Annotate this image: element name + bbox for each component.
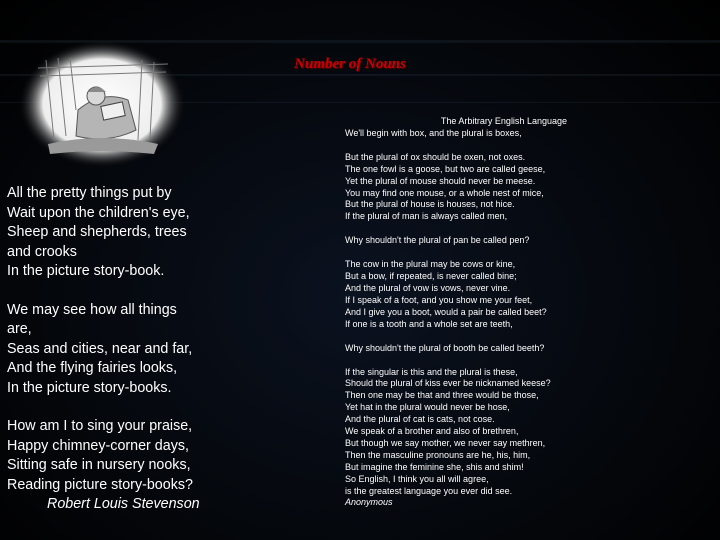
left-poem-stanza <box>7 184 232 282</box>
child-reading-illustration-icon <box>18 40 186 168</box>
left-poem-author: Robert Louis Stevenson <box>47 496 200 512</box>
poem-line: The one fowl is a goose, but two are called geese, <box>345 163 546 174</box>
poem-line: are, <box>7 321 32 337</box>
left-poem-stanza <box>7 417 232 495</box>
poem-line: But a bow, if repeated, is never called bine; <box>345 271 517 282</box>
poem-line: Yet hat in the plural would never be hose, <box>345 402 510 413</box>
poem-line: Wait upon the children's eye, <box>7 204 190 221</box>
poem-line: And I give you a boot, would a pair be called beet? <box>345 306 547 317</box>
poem-line: But though we say mother, we never say methren, <box>345 437 546 448</box>
poem-line: Should the plural of kiss ever be nicknamed keese? <box>345 378 551 389</box>
poem-line: In the picture story-books. <box>7 379 172 396</box>
right-poem-stanza <box>345 235 585 247</box>
right-poem-heading: The Arbitrary English Language <box>440 116 567 126</box>
poem-line: and crooks <box>7 243 77 260</box>
poem-line: We'll begin with box, and the plural is boxes, <box>345 127 522 138</box>
poem-line: is the greatest language you ever did see. <box>345 485 513 496</box>
right-poem-stanza <box>345 128 585 140</box>
poem-line: How am I to sing your praise, <box>7 418 193 434</box>
poem-line: We speak of a brother and also of brethren, <box>345 426 519 437</box>
poem-line: Why shouldn't the plural of booth be called beeth? <box>345 342 545 353</box>
left-poem <box>7 184 232 515</box>
poem-line: If the plural of man is always called men, <box>345 211 508 222</box>
right-poem-stanza <box>345 343 585 355</box>
poem-line: Yet the plural of mouse should never be meese. <box>345 175 536 186</box>
poem-line: If I speak of a foot, and you show me your feet, <box>345 294 533 305</box>
poem-line: If the singular is this and the plural is these, <box>345 366 518 377</box>
poem-line: And the plural of cat is cats, not cose. <box>345 414 495 425</box>
poem-line: Then the masculine pronouns are he, his, him, <box>345 449 531 460</box>
poem-line: But the plural of ox should be oxen, not oxes. <box>345 151 526 162</box>
poem-line: Sheep and shepherds, trees <box>7 224 187 240</box>
poem-line: But imagine the feminine she, shis and shim! <box>345 461 524 472</box>
poem-line: If one is a tooth and a whole set are teeth, <box>345 318 513 329</box>
poem-line: But the plural of house is houses, not hice. <box>345 199 515 210</box>
poem-line: Seas and cities, near and far, <box>7 340 193 357</box>
right-poem-stanza <box>345 259 585 330</box>
poem-line: And the plural of vow is vows, never vine. <box>345 282 511 293</box>
poem-line: Sitting safe in nursery nooks, <box>7 457 191 473</box>
poem-line: All the pretty things put by <box>7 185 172 201</box>
right-poem <box>345 116 585 509</box>
poem-line: Reading picture story-books? <box>7 476 193 493</box>
poem-line: Why shouldn't the plural of pan be called pen? <box>345 235 530 246</box>
poem-line: The cow in the plural may be cows or kine, <box>345 259 516 270</box>
poem-line: So English, I think you all will agree, <box>345 473 489 484</box>
poem-line: We may see how all things <box>7 301 177 318</box>
poem-line: Then one may be that and three would be those, <box>345 390 539 401</box>
poem-line: You may find one mouse, or a whole nest of mice, <box>345 187 544 198</box>
left-poem-stanza <box>7 301 232 399</box>
poem-line: Happy chimney-corner days, <box>7 437 189 454</box>
poem-line: In the picture story-book. <box>7 263 165 279</box>
right-poem-author: Anonymous <box>345 497 393 508</box>
right-poem-stanza <box>345 367 585 498</box>
slide-title: Number of Nouns <box>294 56 406 72</box>
right-poem-stanza <box>345 152 585 223</box>
poem-line: And the flying fairies looks, <box>7 360 178 376</box>
